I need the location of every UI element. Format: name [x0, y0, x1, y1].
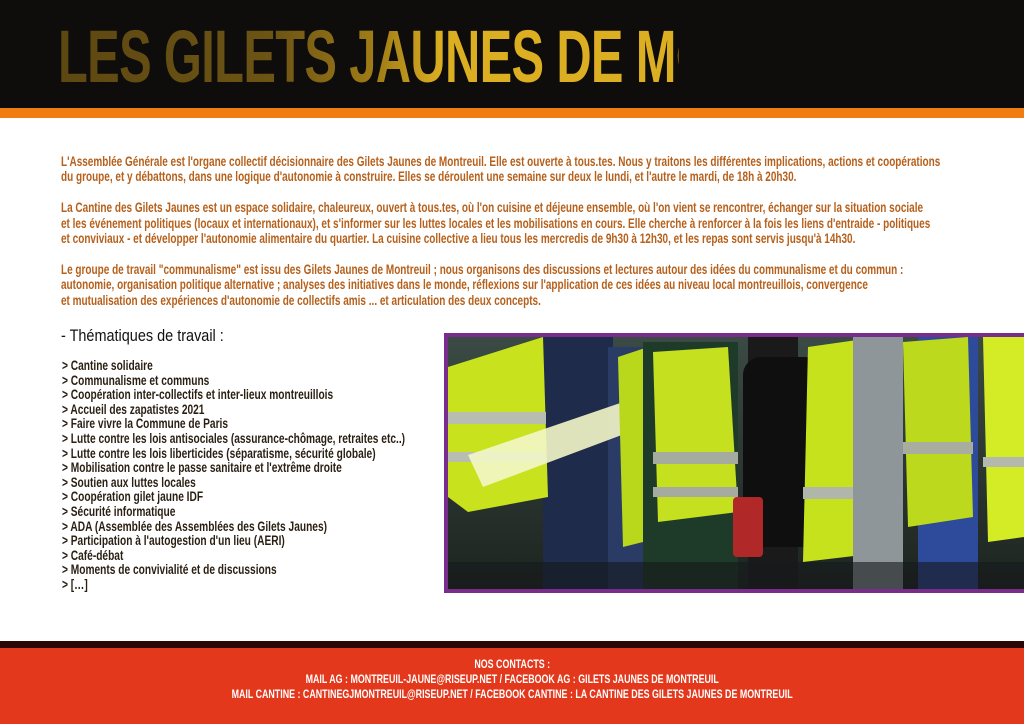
paragraph-assemblee — [61, 154, 943, 185]
page-title: LES GILETS JAUNES DE MONTREUIL — [58, 15, 921, 98]
text-line: Le groupe de travail "communalisme" est issu des Gilets Jaunes de Montreuil ; nous organisons des discussions et lectures autour des idées du communalisme et du commun : — [61, 261, 904, 277]
contacts — [0, 657, 1024, 702]
intro-text — [61, 154, 943, 323]
list-item: > ADA (Assemblée des Assemblées des Gilets Jaunes) — [62, 518, 328, 534]
list-item: > Lutte contre les lois liberticides (séparatisme, sécurité globale) — [62, 445, 376, 461]
crowd-illustration — [448, 337, 1024, 589]
contacts-ag: MAIL AG : MONTREUIL-JAUNE@RISEUP.NET / FACEBOOK AG : GILETS JAUNES DE MONTREUIL — [305, 672, 719, 686]
text-line: du groupe, et y débattons, dans une logique d'autonomie à construire. Elles se déroulent une semaine sur deux le lundi, et l'autre le mardi, de 18h à 20h30. — [61, 169, 797, 185]
list-item: > Cantine solidaire — [62, 358, 153, 373]
list-item: > Communalisme et communs — [62, 372, 210, 388]
themes-list — [62, 359, 405, 593]
header-orange-stripe — [0, 108, 1024, 118]
paragraph-communalisme — [61, 262, 943, 308]
list-item: > Sécurité informatique — [62, 503, 176, 519]
themes-heading: - Thématiques de travail : — [61, 326, 224, 345]
list-item: > Participation à l'autogestion d'un lieu (AERI) — [62, 533, 285, 549]
text-line: et les événement politiques (locaux et internationaux), et s'informer sur les luttes locales et les mobilisations en cours. Elle cherche à renforcer à la fois les liens d'entraide - politiques — [61, 215, 931, 231]
list-item: > […] — [62, 576, 88, 592]
text-line: autonomie, organisation politique alternative ; analyses des initiatives dans le monde, réflexions sur l'application de ces idées au niveau local montreuillois, convergence — [61, 277, 868, 293]
list-item: > Lutte contre les lois antisociales (assurance-chômage, retraites etc..) — [62, 430, 406, 446]
paragraph-cantine — [61, 200, 943, 246]
footer-dark-stripe — [0, 641, 1024, 648]
text-line: L'Assemblée Générale est l'organe collectif décisionnaire des Gilets Jaunes de Montreuil. Elle est ouverte à tous.tes. Nous y traitons les différentes implications, actions et coopérations — [61, 154, 941, 169]
list-item: > Mobilisation contre le passe sanitaire et l'extrême droite — [62, 460, 342, 476]
photo-frame — [448, 337, 1024, 589]
contacts-cantine: MAIL CANTINE : CANTINEGJMONTREUIL@RISEUP.NET / FACEBOOK CANTINE : LA CANTINE DES GILETS JAUNES DE MONTREUIL — [231, 687, 793, 701]
list-item: > Faire vivre la Commune de Paris — [62, 416, 229, 432]
list-item: > Soutien aux luttes locales — [62, 474, 196, 490]
text-line: et conviviaux - et développer l'autonomie alimentaire du quartier. La cuisine collective a lieu tous les mercredis de 9h30 à 12h30, et les repas sont servis jusqu'à 14h30. — [61, 231, 856, 247]
gilets-jaunes-photo — [444, 333, 1024, 593]
contacts-heading: NOS CONTACTS : — [474, 657, 550, 671]
list-item: > Moments de convivialité et de discussions — [62, 562, 277, 578]
text-line: La Cantine des Gilets Jaunes est un espace solidaire, chaleureux, ouvert à tous.tes, où l'on cuisine et déjeune ensemble, où l'on vient se rencontrer, échanger sur la situation sociale — [61, 200, 924, 216]
list-item: > Accueil des zapatistes 2021 — [62, 401, 205, 417]
text-line: et mutualisation des expériences d'autonomie de collectifs amis ... et articulation des deux concepts. — [61, 292, 541, 308]
list-item: > Coopération gilet jaune IDF — [62, 489, 204, 505]
list-item: > Coopération inter-collectifs et inter-lieux montreuillois — [62, 387, 334, 403]
list-item: > Café-débat — [62, 547, 124, 563]
